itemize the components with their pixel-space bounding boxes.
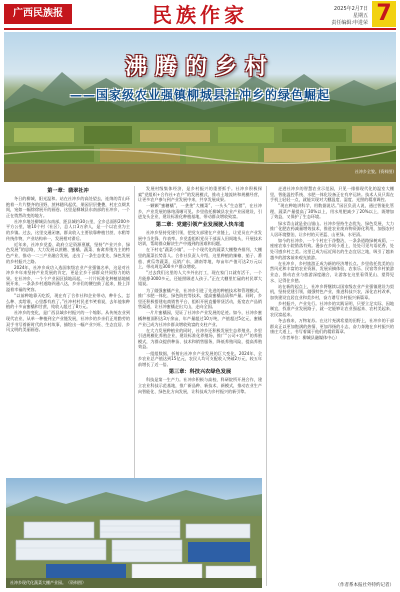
article-paragraph: 在社冲乡，乡村旅游正成为新的经济增长点。乡里依托优美的自然风光和丰富的农业资源，发展采摘体验、农家乐、民宿等乡村旅游业态，推动农业与旅游深度融合，让游客在这里看得见山、望得见水、记得住乡愁。 <box>270 260 394 283</box>
article-paragraph: 如今的社冲乡，一个个村庄干净整洁，一条条道路绿树成荫，一座座农家小院错落有致。漫步在乡间小道上，处处可见鸟语花香，处处可感乡村之美。这里已成为远近闻名的生态宜居之地，吸引了越来越多的游客前来观光旅游。 <box>270 237 394 260</box>
feature-subtitle: ——国家级农业强镇柳城县社冲乡的绿色崛起 <box>69 88 330 102</box>
section-heading: 第三章：科技兴农绿色发展 <box>168 369 232 376</box>
hero-photo-credit: 社冲乡全貌。(资料图) <box>354 169 394 174</box>
issue-info <box>318 6 368 27</box>
article-paragraph: 科技是第一生产力。社冲乡积极与高校、科研院所开展合作，建立农业科技示范基地，推广新品种、新技术、新模式，推动农业生产向智能化、绿色化方向发展，让科技成为乡村振兴的新引擎。 <box>138 377 262 394</box>
article-paragraph: 冬日的柳城，阳光温和。站在社冲乡的高处望去，连绵的青山环抱着一片片整齐的田野，蔗林随风起伏，果园层层叠叠，村庄点缀其间，宛如一幅徐徐展开的画卷。这里是柳城县东南部的社冲乡，一个正在悄然改变的地方。 <box>6 196 130 218</box>
greenhouse-graphic <box>6 478 262 588</box>
issue-weekday: 星期五 <box>352 13 368 19</box>
feature-title: 沸腾的乡村 <box>124 54 275 80</box>
article-paragraph: “过去我们这里的人大多外出打工，现在家门口就有活干，一个月能挣3000多元，还能照顾老人孩子。”正在大棚里忙碌的村民覃大姐说。 <box>138 270 262 287</box>
article-paragraph: 社冲乡地处柳城县东南部，距县城约30公里，全乡总面积200多平方公里，辖10个村（社区），总人口3万余人，是一个以农业为主的乡镇。过去，这里交通闭塞，群众收入主要依靠种植甘蔗、水稻等传统作物，产业结构单一，发展相对滞后。 <box>6 218 130 241</box>
article-paragraph: 站在新的起点上，社冲乡将继续以国家级农业产业强镇建设为契机，坚持党建引领，做强特色产业，推进科技兴农，深化农村改革，加快建设宜居宜业和美乡村，奋力谱写乡村振兴新篇章。 <box>270 283 394 300</box>
masthead-rule <box>4 28 396 30</box>
hero-image <box>4 32 396 182</box>
masthead <box>0 0 400 34</box>
article-paragraph: 在下村屯“蔬菜小镇”，一个个现代化的蔬菜大棚整齐排列，大棚里的蔬菜长势喜人。合作社负责人介绍，这里种植的辣椒、茄子、番茄、黄瓜等蔬菜，远销广东、湖南等地，每亩年产值可达2万元以上，带动周边300多户群众增收。 <box>138 247 262 270</box>
greenhouse-photo <box>6 478 262 588</box>
page-number: 7 <box>372 1 396 27</box>
article-paragraph: 走进社冲乡的智慧农业示范园，只见一排排现代化的温室大棚里，智能温控系统、水肥一体化设备正在有序运转。技术人员只需在手机上轻轻一点，就能实现对大棚温度、湿度、光照的精准调控。 <box>270 186 394 203</box>
article-paragraph: 冬去春来，万物复苏。在这片充满希望的田野上，社冲乡的干部群众正以更加饱满的热情、更加昂扬的斗志，奋力奔跑在乡村振兴的康庄大道上，书写着属于他们的精彩篇章。 <box>270 318 394 335</box>
article-column-3 <box>270 186 394 580</box>
section-heading: 第二章：党建引领产业发展驶入快车道 <box>155 222 245 229</box>
article-paragraph: （作者单位：柳城县融媒体中心） <box>278 335 340 341</box>
article-paragraph: 在大力发展种植业的同时，社冲乡还积极发展生态养殖业。乡里引进规模化养殖企业，建设标准化养殖场，推广“公司+农户”的养殖模式，为群众提供种苗、技术和销售服务，降低养殖风险，提高养殖效益。 <box>138 327 262 350</box>
article-paragraph: 近年来，社冲乡党委、政府立足资源禀赋，坚持“产业兴乡、绿色发展”的思路，大力发展以蔗糖、蜜橘、蔬菜、畜禽养殖为主的特色产业，推动一二三产业融合发展，走出了一条生态优先、绿色发展的乡村振兴之路。 <box>6 241 130 264</box>
article-paragraph: 一组组数据，折射出社冲乡产业发展的巨大变化。2024年，全乡农业总产值达到15亿元，农民人均可支配收入突破2万元，较五年前增长了近一倍。 <box>138 350 262 367</box>
issue-editor: 责任编辑:申进荣 <box>331 20 368 26</box>
article-paragraph: 2024年，社冲乡成功入选国家级农业产业强镇名单，这是对社冲乡多年来坚持产业发展的肯定，更是全乡干部群众共同努力的结果。在社冲乡，一个个产业园区拔地而起，一片片标准化种植基地铺展开来，一条条乡村道路四通八达，乡亲们的腰包鼓了起来，脸上洋溢着幸福的笑容。 <box>6 264 130 292</box>
article-paragraph: 为了做强蜜橘产业，社冲乡引进了先进的种植技术和管理模式，推广水肥一体化、绿色防控等技术，提高蜜橘品质和产量。同时，乡里还积极搭建电商销售平台，组织开展直播带货活动，拓宽农产品销售渠道，让社冲蜜橘走出大山，走向全国。 <box>138 287 262 310</box>
article-paragraph: “现在种地讲科学，用数据说话。”园区负责人说，通过智能化管理，蔬菜产量提高了30%以上，用水用肥减少了20%以上，既增加了效益，又保护了生态环境。 <box>270 203 394 220</box>
page-title: 民族作家 <box>152 3 248 27</box>
greenhouse-photo-caption: 社冲乡现代化蔬菜大棚产业园。（资料图） <box>10 580 86 585</box>
article-paragraph: 一片片蜜橘园，见证了社冲乡产业发展的足迹。如今，社冲乡蜜橘种植面积达3万余亩，年产量超过10万吨，产值超过5亿元，蜜橘产业已成为社冲乡群众增收致富的支柱产业。 <box>138 310 262 327</box>
section-heading: 第一章：翡翠社冲 <box>47 188 89 194</box>
article-column-1 <box>6 186 130 476</box>
article-paragraph: “以前种地靠天吃饭，现在有了合作社和企业带动，种什么、怎么种、卖给谁，心里都有底了。”社冲村村民老韦笑着说，去年他家种植的十多亩蜜橘和甘蔗，纯收入超过了8万元。 <box>6 293 130 310</box>
article-paragraph: 发展村级集体经济，是乡村振兴的重要抓手。社冲乡积极探索“党组织+合作社+农户”的发展模式，推动土地流转和规模经营，让更多农户参与到产业发展中来，共享发展成果。 <box>138 186 262 203</box>
issue-date: 2025年2月7日 <box>333 6 368 12</box>
paper-logo: 广西民族报 <box>4 4 72 24</box>
footer-credit: （作者系本报社外特约记者） <box>335 583 394 588</box>
article-paragraph: 乡村振兴，产业先行。社冲乡的实践证明，只要立足实际、因地制宜，找准产业发展路子，就一定能够让农业强起来、农村美起来、农民富起来。 <box>270 300 394 318</box>
column-divider <box>266 186 267 586</box>
article-paragraph: 绿水青山就是金山银山。社冲乡坚持生态优先、绿色发展，大力推广化肥农药减量增效技术，推进农业废弃物资源化利用，加强农村人居环境整治，让乡村的天更蓝、山更绿、水更清。 <box>270 220 394 237</box>
article-paragraph: 一颗颗“蜜糖橘”，一垄垄“大棚菜”，一头头“生态猪”，在社冲乡，产业发展的脉络清晰可见。乡里依托柳城县农业产业园建设，引进龙头企业，建设标准化种植基地，带动群众增收致富。 <box>138 203 262 220</box>
article-paragraph: 社冲乡的变化，是广西县域乡村振兴的一个缩影。从传统农业到现代农业，从单一种植到全产业链发展，社冲乡的乡亲们正用勤劳的双手书写着新时代的乡村故事，描绘出一幅产业兴旺、生态宜居、乡风文明的美丽画卷。 <box>6 310 130 333</box>
article-paragraph: 社冲乡坚持党建引领，把党支部建在产业链上，让党员在产业发展中当先锋、作表率。乡党委组织党员干部深入田间地头，开展技术培训，帮助群众解决生产中遇到的困难和问题。 <box>138 230 262 247</box>
